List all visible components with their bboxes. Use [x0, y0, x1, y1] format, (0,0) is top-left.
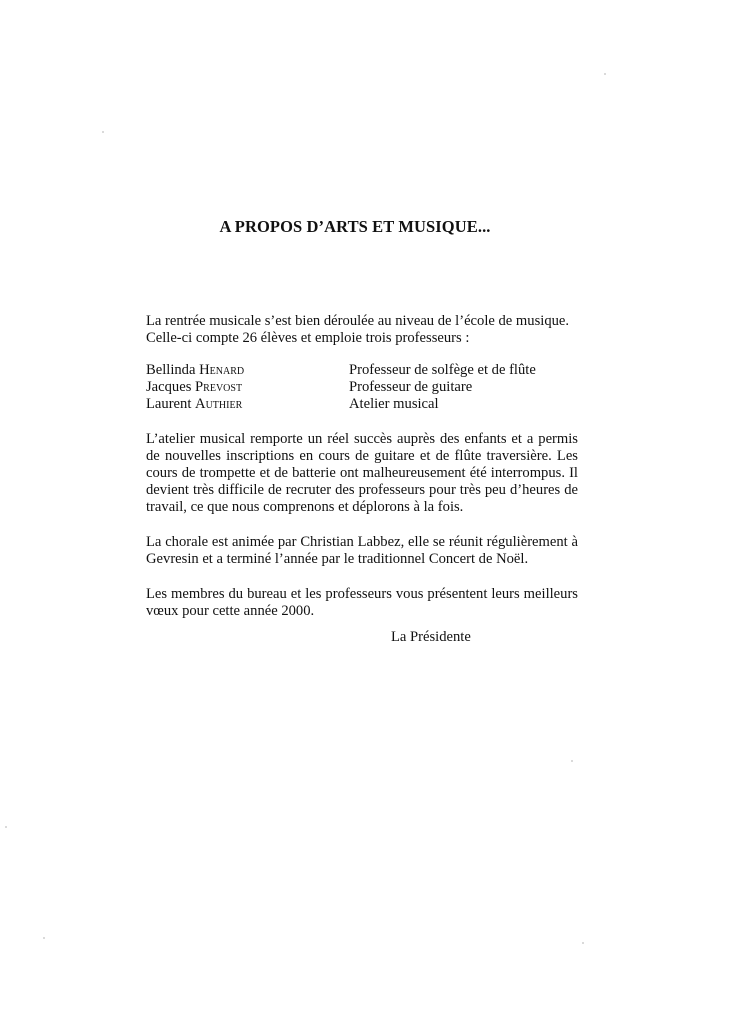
scan-speck: [5, 826, 7, 828]
staff-name: [146, 396, 349, 413]
staff-last-name: Henard: [199, 362, 245, 378]
document-title: A PROPOS D’ARTS ET MUSIQUE...: [219, 217, 491, 236]
scan-speck: [571, 760, 573, 762]
staff-row: [146, 396, 578, 413]
scan-speck: [582, 942, 584, 944]
staff-role: Professeur de guitare: [349, 379, 473, 395]
staff-name: [146, 379, 349, 396]
staff-role: Atelier musical: [349, 396, 439, 412]
scan-speck: [604, 73, 606, 75]
staff-list: [146, 362, 578, 413]
staff-first-name: Jacques: [146, 379, 192, 395]
signature: La Présidente: [391, 629, 471, 645]
intro-paragraph: La rentrée musicale s’est bien déroulée au niveau de l’école de musique. Celle-ci compte 26 élèves et emploie trois professeurs :: [146, 313, 570, 346]
staff-last-name: Authier: [195, 396, 243, 412]
staff-first-name: Bellinda: [146, 362, 196, 378]
staff-first-name: Laurent: [146, 396, 192, 412]
choir-paragraph: La chorale est animée par Christian Labbez, elle se réunit régulièrement à Gevresin et a terminé l’année par le traditionnel Concert de Noël.: [146, 534, 578, 567]
scan-speck: [43, 937, 45, 939]
paragraph-spacer: [146, 516, 578, 534]
document-body: [146, 313, 578, 620]
wishes-paragraph: Les membres du bureau et les professeurs vous présentent leurs meilleurs vœux pour cette année 2000.: [146, 586, 578, 619]
staff-name: [146, 362, 349, 379]
scan-speck: [102, 131, 104, 133]
paragraph-spacer: [146, 568, 578, 586]
staff-row: [146, 379, 578, 396]
staff-last-name: Prevost: [195, 379, 243, 395]
staff-row: [146, 362, 578, 379]
workshop-paragraph: L’atelier musical remporte un réel succès auprès des enfants et a permis de nouvelles inscriptions en cours de guitare et de flûte traversière. Les cours de trompette et de batterie ont malheureusement été interrompus. Il devient très difficile de recruter des professeurs pour très peu d’heures de travail, ce que nous comprenons et déplorons à la fois.: [146, 431, 578, 515]
staff-role: Professeur de solfège et de flûte: [349, 362, 536, 378]
